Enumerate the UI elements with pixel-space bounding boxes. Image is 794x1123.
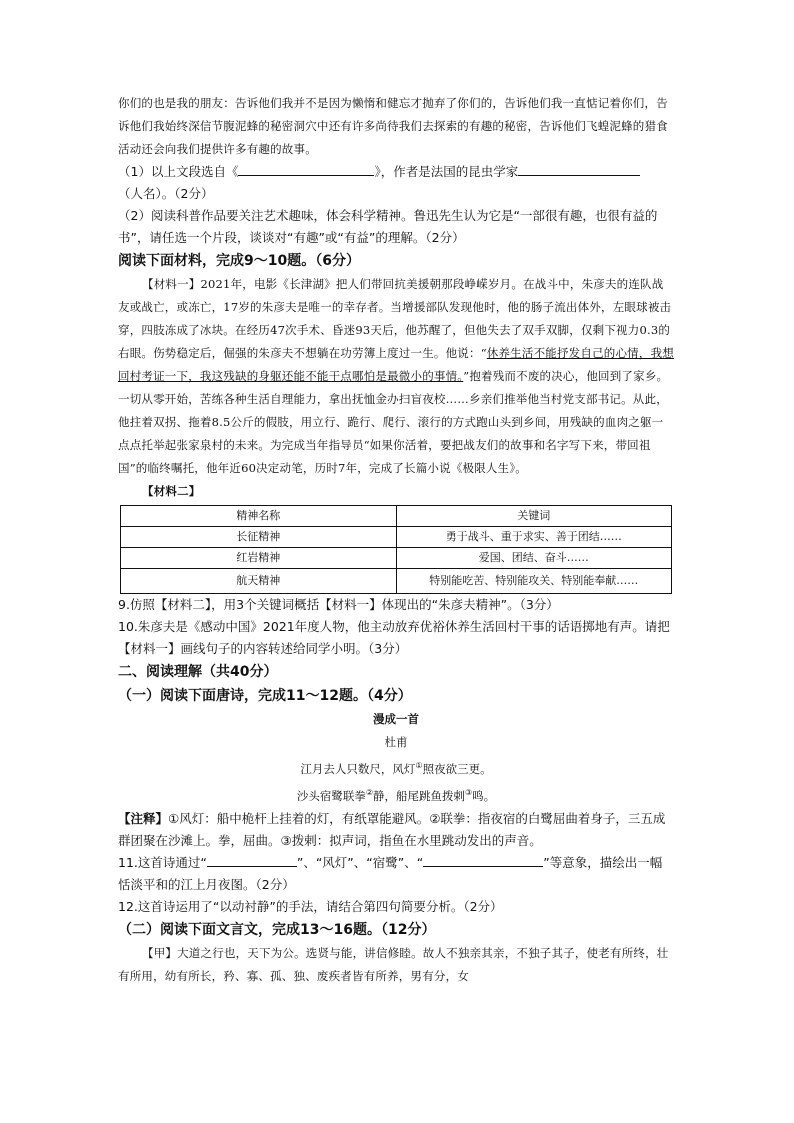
note-mark-3: ③ [465,787,473,797]
poem-line-2-c: 鸣。 [472,788,496,803]
table-row [121,548,672,569]
q1-prefix: （1）以上文段选自《 [118,164,239,179]
notes-label: 【注释】 [118,810,169,826]
q1-suffix: （人名）。（2分） [118,186,214,201]
table-header-row [121,506,672,527]
table-cell-keywords: 勇于战斗、重于求实、善于团结…… [396,527,672,548]
classical-passage: 【甲】大道之行也，天下为公。选贤与能，讲信修睦。故人不独亲其亲，不独子其子，使老有所终，壮有所用，幼有所长，矜、寡、孤、独、废疾者皆有所养，男有分，女 [118,945,669,983]
table-row [121,527,672,548]
q1-middle: 》，作者是法国的昆虫学家 [374,164,519,179]
table-row [121,569,672,594]
poem-notes [118,808,674,852]
question-10: 10.朱彦夫是《感动中国》2021年度人物，他主动放弃优裕休养生活回村干事的话语掷地有声。请把【材料一】画线句子的内容转述给同学小明。（3分） [118,619,670,656]
material-1-underlined: 休养生活不能抒发自己的心情，我想回村考证一下，我这残缺的身躯还能不能干点哪怕是最微小的事情。 [118,346,674,383]
question-1 [118,161,674,205]
section-9-10-heading: 阅读下面材料，完成9～10题。（6分） [118,253,360,269]
question-12: 12.这首诗运用了“以动衬静”的手法，请结合第四句简要分析。（2分） [118,898,503,914]
table-cell-keywords: 爱国、团结、奋斗…… [396,548,672,569]
table-cell-name: 航天精神 [121,569,397,594]
poem-line-1-a: 江月去人只数尺，风灯 [300,761,416,776]
q11-blank-2[interactable] [423,852,543,867]
question-2: （2）阅读科普作品要关注艺术趣味，体会科学精神。鲁迅先生认为它是“一部很有趣，也很有益的书”，请任选一个片段，谈谈对“有趣”或“有益”的理解。（2分） [118,208,658,245]
poem [118,708,674,808]
poem-line-1-b: 照夜欲三更。 [422,761,492,776]
question-9: 9.仿照【材料二】，用3个关键词概括【材料一】体现出的“朱彦夫精神”。（3分） [118,597,559,612]
material-1 [118,273,674,480]
material-1-text-a: 2021年，电影《长津湖》把人们带回抗美援朝那段峥嵘岁月。在战斗中，朱彦夫的连队战友或战亡，或冻亡，17岁的朱彦夫是唯一的幸存者。当增援部队发现他时，他的肠子流出体外，左眼球被击穿，四肢冻成了冰块。在经历47次手术、昏迷93天后，他苏醒了，但他失去了双手双脚，仅剩下视力0.3的右眼。伤势稳定后，倔强的朱彦夫不想躺在功劳簿上度过一生。他说：“ [118,277,672,360]
poem-line-2 [118,781,674,808]
q11-blank-1[interactable] [207,852,297,867]
intro-passage: 你们的也是我的朋友：告诉他们我并不是因为懒惰和健忘才抛弃了你们的，告诉他们我一直惦记着你们，告诉他们我始终深信节腹泥蜂的秘密洞穴中还有许多尚待我们去探索的有趣的秘密，告诉他们飞蝗泥蜂的猎食活动还会向我们提供许多有趣的故事。 [118,96,668,156]
note-mark-2: ② [365,787,373,797]
material-2-label: 【材料二】 [142,484,201,498]
q11-prefix: 11.这首诗通过“ [118,854,207,870]
poem-title: 漫成一首 [373,712,419,726]
table-cell-name: 红岩精神 [121,548,397,569]
q11-mid: ”、“风灯”、“宿鹭”、“ [296,854,424,870]
subsection-1-heading: （一）阅读下面唐诗，完成11～12题。（4分） [118,688,412,704]
poem-line-1 [118,754,674,781]
q1-blank-author[interactable] [518,161,640,176]
spirit-keyword-table [120,505,672,594]
material-1-text-b: ”抱着残而不废的决心，他回到了家乡。一切从零开始，苦练各种生活自理能力，拿出抚恤金办扫盲夜校……乡亲们推举他当村党支部书记。从此，他拄着双拐、拖着8.5公斤的假肢，用立行、跪行、爬行、滚行的方式跑山头到乡间，用残缺的血肉之躯一点点托举起张家泉村的未来。为完成当年指导员“如果你活着，要把战友们的故事和名字写下来，带回祖国”的临终嘱托，他年近60决定动笔，历时7年，完成了长篇小说《极限人生》。 [118,369,669,475]
table-cell-name: 长征精神 [121,527,397,548]
poem-author: 杜甫 [384,735,408,749]
material-1-label: 【材料一】 [142,277,201,291]
table-header-keywords: 关键词 [396,506,672,527]
poem-line-2-a: 沙头宿鹭联拳 [296,788,366,803]
note-mark-1: ① [415,761,423,770]
exam-page [118,92,674,988]
q1-blank-book[interactable] [238,161,374,176]
q11-suffix: ”等意象，描绘出一幅恬淡平和的江上月夜图。（2分） [118,854,663,892]
question-11 [118,852,674,896]
notes-text: ①风灯：船中桅杆上挂着的灯，有纸罩能避风。②联拳：指夜宿的白鹭屈曲着身子，三五成群团聚在沙滩上。拳，屈曲。③拨剌：拟声词，指鱼在水里跳动发出的声音。 [118,810,666,848]
subsection-2-heading: （二）阅读下面文言文，完成13～16题。（12分） [118,921,436,938]
table-cell-keywords: 特别能吃苦、特别能攻关、特别能奉献…… [396,569,672,594]
section-2-heading: 二、阅读理解（共40分） [118,664,278,680]
table-header-name: 精神名称 [121,506,397,527]
poem-line-2-b: 静，船尾跳鱼拨剌 [373,788,465,803]
